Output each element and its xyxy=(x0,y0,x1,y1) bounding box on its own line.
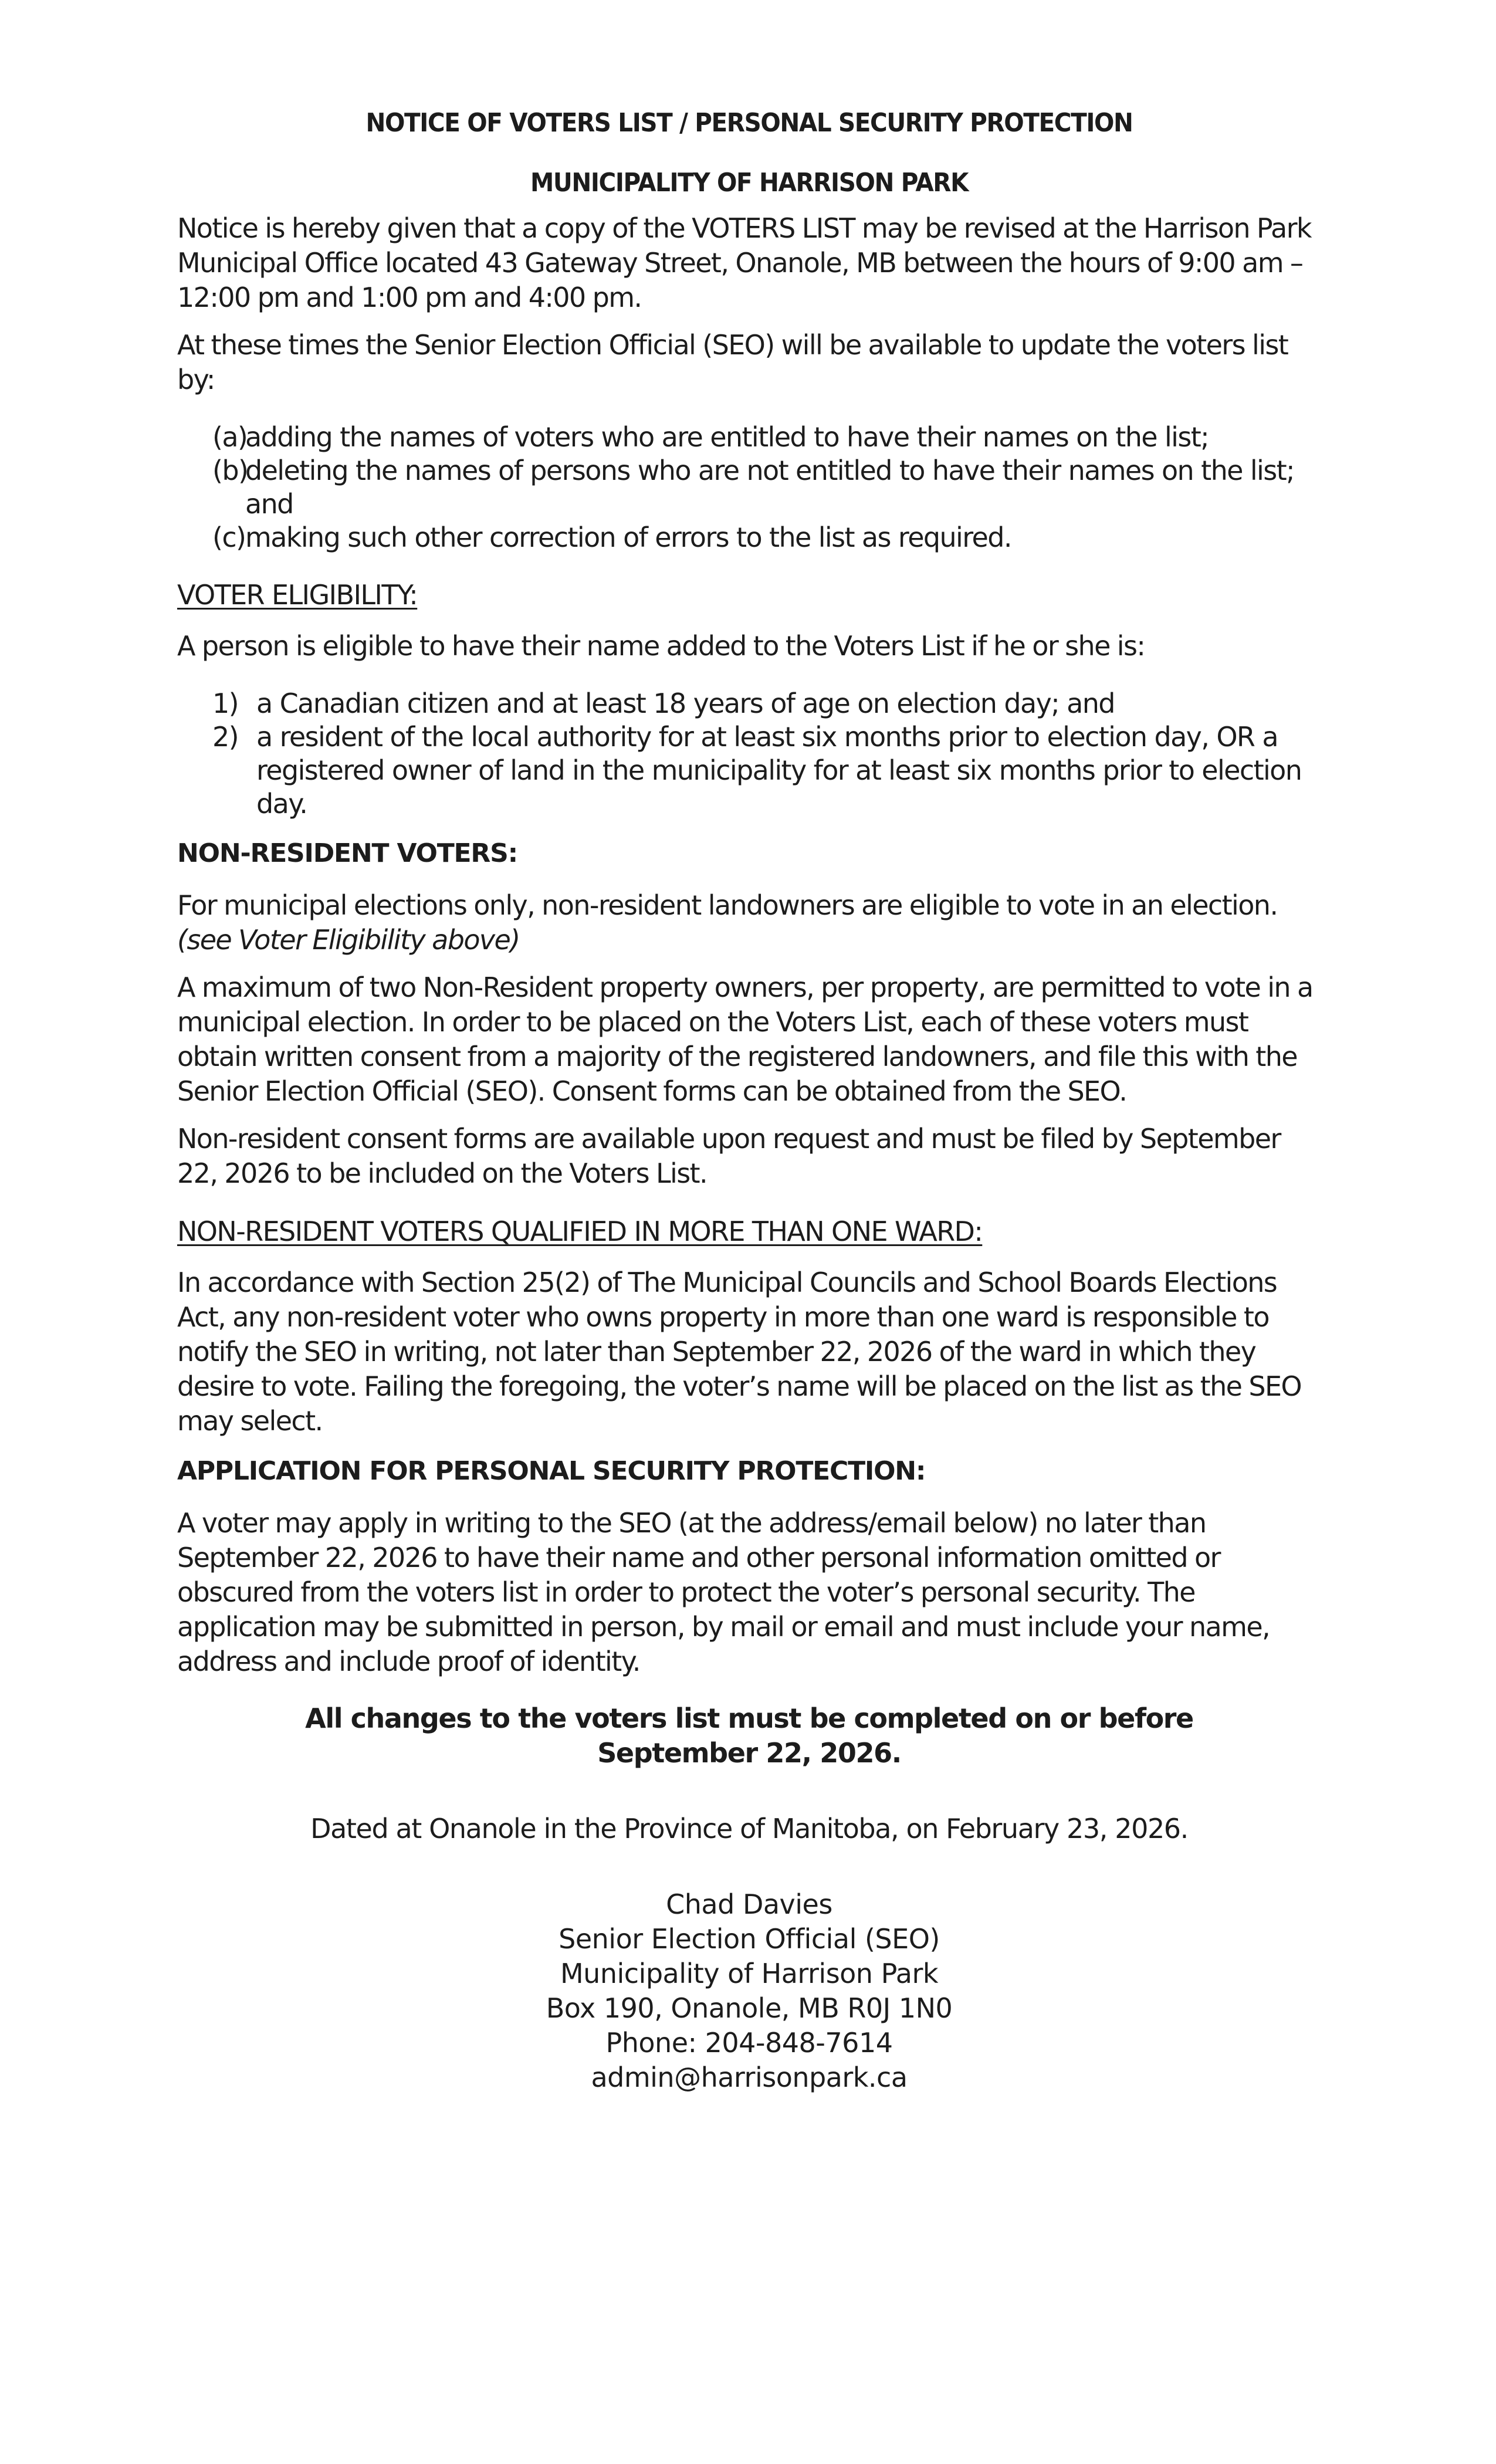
notice-document xyxy=(177,100,1321,2095)
signature-block xyxy=(177,1887,1321,2095)
list-item-text: deleting the names of persons who are not entitled to have their names on the list; and xyxy=(245,455,1294,520)
list-item-text: a Canadian citizen and at least 18 years of age on election day; and xyxy=(256,688,1115,719)
deadline-line-2: September 22, 2026. xyxy=(597,1737,901,1769)
signatory-position: Senior Election Official (SEO) xyxy=(559,1923,940,1955)
multi-ward-paragraph: In accordance with Section 25(2) of The Municipal Councils and School Boards Elections Act, any non-resident voter who owns property in more than one ward is responsible to notify the SEO in writing, not later than September 22, 2026 of the ward in which they desire to vote. Failing the foregoing, the voter’s name will be placed on the list as the SEO may select. xyxy=(177,1267,1302,1437)
municipality-title: MUNICIPALITY OF HARRISON PARK xyxy=(530,168,969,198)
seo-availability-paragraph: At these times the Senior Election Official (SEO) will be available to update the voters list by: xyxy=(177,329,1288,395)
multi-ward-heading: NON-RESIDENT VOTERS QUALIFIED IN MORE THAN ONE WARD: xyxy=(177,1216,983,1247)
signatory-name: Chad Davies xyxy=(666,1888,832,1920)
see-eligibility-note: (see Voter Eligibility above) xyxy=(177,924,520,956)
non-resident-voters-heading: NON-RESIDENT VOTERS: xyxy=(177,838,517,868)
email-address: admin@harrisonpark.ca xyxy=(591,2062,908,2093)
list-item xyxy=(177,687,1321,720)
phone-number: Phone: 204-848-7614 xyxy=(605,2027,893,2059)
deadline-line-1: All changes to the voters list must be completed on or before xyxy=(305,1703,1193,1734)
list-item xyxy=(177,720,1321,821)
list-marker: (c) xyxy=(212,522,246,553)
deadline-notice xyxy=(177,1701,1321,1771)
list-item xyxy=(177,421,1321,454)
list-marker: (a) xyxy=(212,421,248,453)
list-item-text: a resident of the local authority for at least six months prior to election day, OR a registered owner of land in the municipality for at least six months prior to election day. xyxy=(256,721,1302,820)
dated-statement: Dated at Onanole in the Province of Manitoba, on February 23, 2026. xyxy=(310,1813,1188,1844)
list-item-text: making such other correction of errors to the list as required. xyxy=(245,522,1011,553)
personal-security-heading: APPLICATION FOR PERSONAL SECURITY PROTECTION: xyxy=(177,1456,926,1486)
list-marker: 1) xyxy=(212,688,239,719)
mailing-address: Box 190, Onanole, MB R0J 1N0 xyxy=(546,1992,953,2024)
list-item-text: adding the names of voters who are entitled to have their names on the list; xyxy=(245,421,1209,453)
list-marker: 2) xyxy=(212,721,239,753)
list-item xyxy=(177,454,1321,521)
non-resident-paragraph-1 xyxy=(177,888,1321,957)
list-marker: (b) xyxy=(212,455,248,486)
personal-security-paragraph: A voter may apply in writing to the SEO (at the address/email below) no later than September 22, 2026 to have their name and other personal information omitted or obscured from the voters list in order to protect the voter’s personal security. The application may be submitted in person, by mail or email and must include your name, address and include proof of identity. xyxy=(177,1507,1270,1677)
signatory-organization: Municipality of Harrison Park xyxy=(560,1958,938,1989)
intro-paragraph: Notice is hereby given that a copy of the VOTERS LIST may be revised at the Harrison Park Municipal Office located 43 Gateway Street, Onanole, MB between the hours of 9:00 am – 12:00 pm and 1:00 pm and 4:00 pm. xyxy=(177,212,1311,313)
document-title: NOTICE OF VOTERS LIST / PERSONAL SECURITY PROTECTION xyxy=(365,108,1133,138)
non-resident-eligibility-text: For municipal elections only, non-resident landowners are eligible to vote in an election. xyxy=(177,889,1278,921)
eligibility-criteria-list xyxy=(177,687,1321,821)
voter-eligibility-heading: VOTER ELIGIBILITY: xyxy=(177,579,418,611)
non-resident-paragraph-2: A maximum of two Non-Resident property owners, per property, are permitted to vote in a municipal election. In order to be placed on the Voters List, each of these voters must obtain written consent from a majority of the registered landowners, and file this with the Senior Election Official (SEO). Consent forms can be obtained from the SEO. xyxy=(177,972,1313,1107)
list-item xyxy=(177,521,1321,554)
eligibility-intro: A person is eligible to have their name added to the Voters List if he or she is: xyxy=(177,630,1145,662)
update-actions-list xyxy=(177,421,1321,554)
non-resident-paragraph-3: Non-resident consent forms are available upon request and must be filed by September 22, 2026 to be included on the Voters List. xyxy=(177,1123,1281,1189)
